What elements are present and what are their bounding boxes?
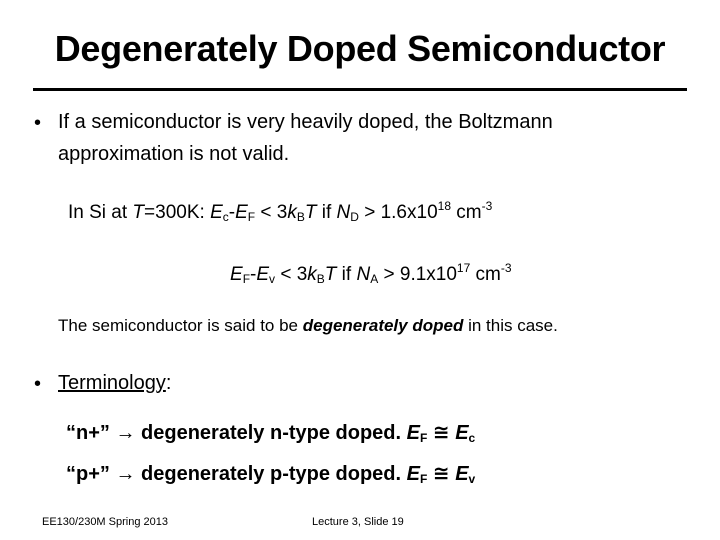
p-plus-definition: degenerately p-type doped. — [135, 463, 407, 485]
subscript-F: F — [419, 431, 428, 445]
less-than-3: < 3 — [275, 264, 308, 285]
symbol-k: k — [307, 264, 317, 285]
title-underline — [33, 88, 687, 91]
subscript-F: F — [242, 272, 251, 286]
condition-line-2 — [230, 261, 512, 286]
subscript-F: F — [419, 472, 428, 486]
symbol-E: E — [235, 202, 248, 223]
donor-threshold: > 1.6x10 — [358, 202, 438, 223]
if-word: if — [336, 264, 357, 285]
symbol-E: E — [230, 264, 243, 285]
arrow-icon: → — [115, 422, 136, 444]
p-plus-label: “p+” — [66, 463, 110, 485]
arrow-icon: → — [115, 463, 136, 485]
symbol-N: N — [336, 202, 351, 223]
symbol-E: E — [406, 463, 420, 485]
n-plus-label: “n+” — [66, 422, 110, 444]
symbol-k: k — [287, 202, 297, 223]
subscript-c: c — [222, 210, 229, 224]
unit-cm: cm — [470, 264, 501, 285]
symbol-T: T — [324, 264, 337, 285]
unit-cm: cm — [451, 202, 482, 223]
note-after: in this case. — [463, 316, 558, 335]
subscript-c: c — [468, 431, 476, 445]
subscript-B: B — [316, 272, 325, 286]
subscript-B: B — [296, 210, 305, 224]
condition1-lead: In Si at — [68, 202, 133, 223]
note-before: The semiconductor is said to be — [58, 316, 303, 335]
less-than-3: < 3 — [255, 202, 288, 223]
terminology-heading — [58, 372, 171, 395]
footer-course: EE130/230M Spring 2013 — [42, 516, 168, 528]
subscript-A: A — [370, 272, 379, 286]
symbol-N: N — [356, 264, 371, 285]
acceptor-threshold: > 9.1x10 — [378, 264, 457, 285]
symbol-T: T — [304, 202, 317, 223]
dash: - — [228, 202, 236, 223]
degenerate-note — [58, 316, 558, 336]
if-word: if — [316, 202, 337, 223]
temperature-value: =300K: — [144, 202, 211, 223]
subscript-F: F — [247, 210, 256, 224]
symbol-E: E — [210, 202, 223, 223]
exponent-18: 18 — [437, 199, 451, 213]
symbol-E: E — [455, 463, 469, 485]
term-n-plus — [66, 420, 475, 445]
bullet-marker: • — [34, 373, 42, 395]
terminology-colon: : — [165, 372, 172, 394]
symbol-T: T — [132, 202, 145, 223]
terminology-label: Terminology — [58, 372, 166, 394]
n-plus-definition: degenerately n-type doped. — [135, 422, 407, 444]
dash: - — [250, 264, 257, 285]
symbol-E: E — [455, 422, 469, 444]
bullet1-line1: If a semiconductor is very heavily doped, the Boltzmann — [58, 111, 553, 133]
subscript-v: v — [468, 472, 476, 486]
term-p-plus — [66, 461, 475, 486]
subscript-D: D — [350, 210, 359, 224]
unit-exponent: -3 — [500, 261, 512, 275]
degenerately-doped-emphasis: degenerately doped — [302, 316, 464, 335]
condition-line-1 — [68, 199, 493, 224]
symbol-E: E — [406, 422, 420, 444]
footer-slide-number: Lecture 3, Slide 19 — [312, 516, 404, 528]
exponent-17: 17 — [456, 261, 471, 275]
unit-exponent: -3 — [481, 199, 493, 213]
subscript-v: v — [269, 272, 276, 286]
slide-title: Degenerately Doped Semiconductor — [54, 28, 666, 69]
bullet1-line2: approximation is not valid. — [58, 143, 290, 165]
bullet-marker: • — [34, 112, 42, 134]
symbol-E: E — [256, 264, 270, 285]
approx-equal: ≅ — [427, 463, 456, 485]
approx-equal: ≅ — [427, 422, 456, 444]
